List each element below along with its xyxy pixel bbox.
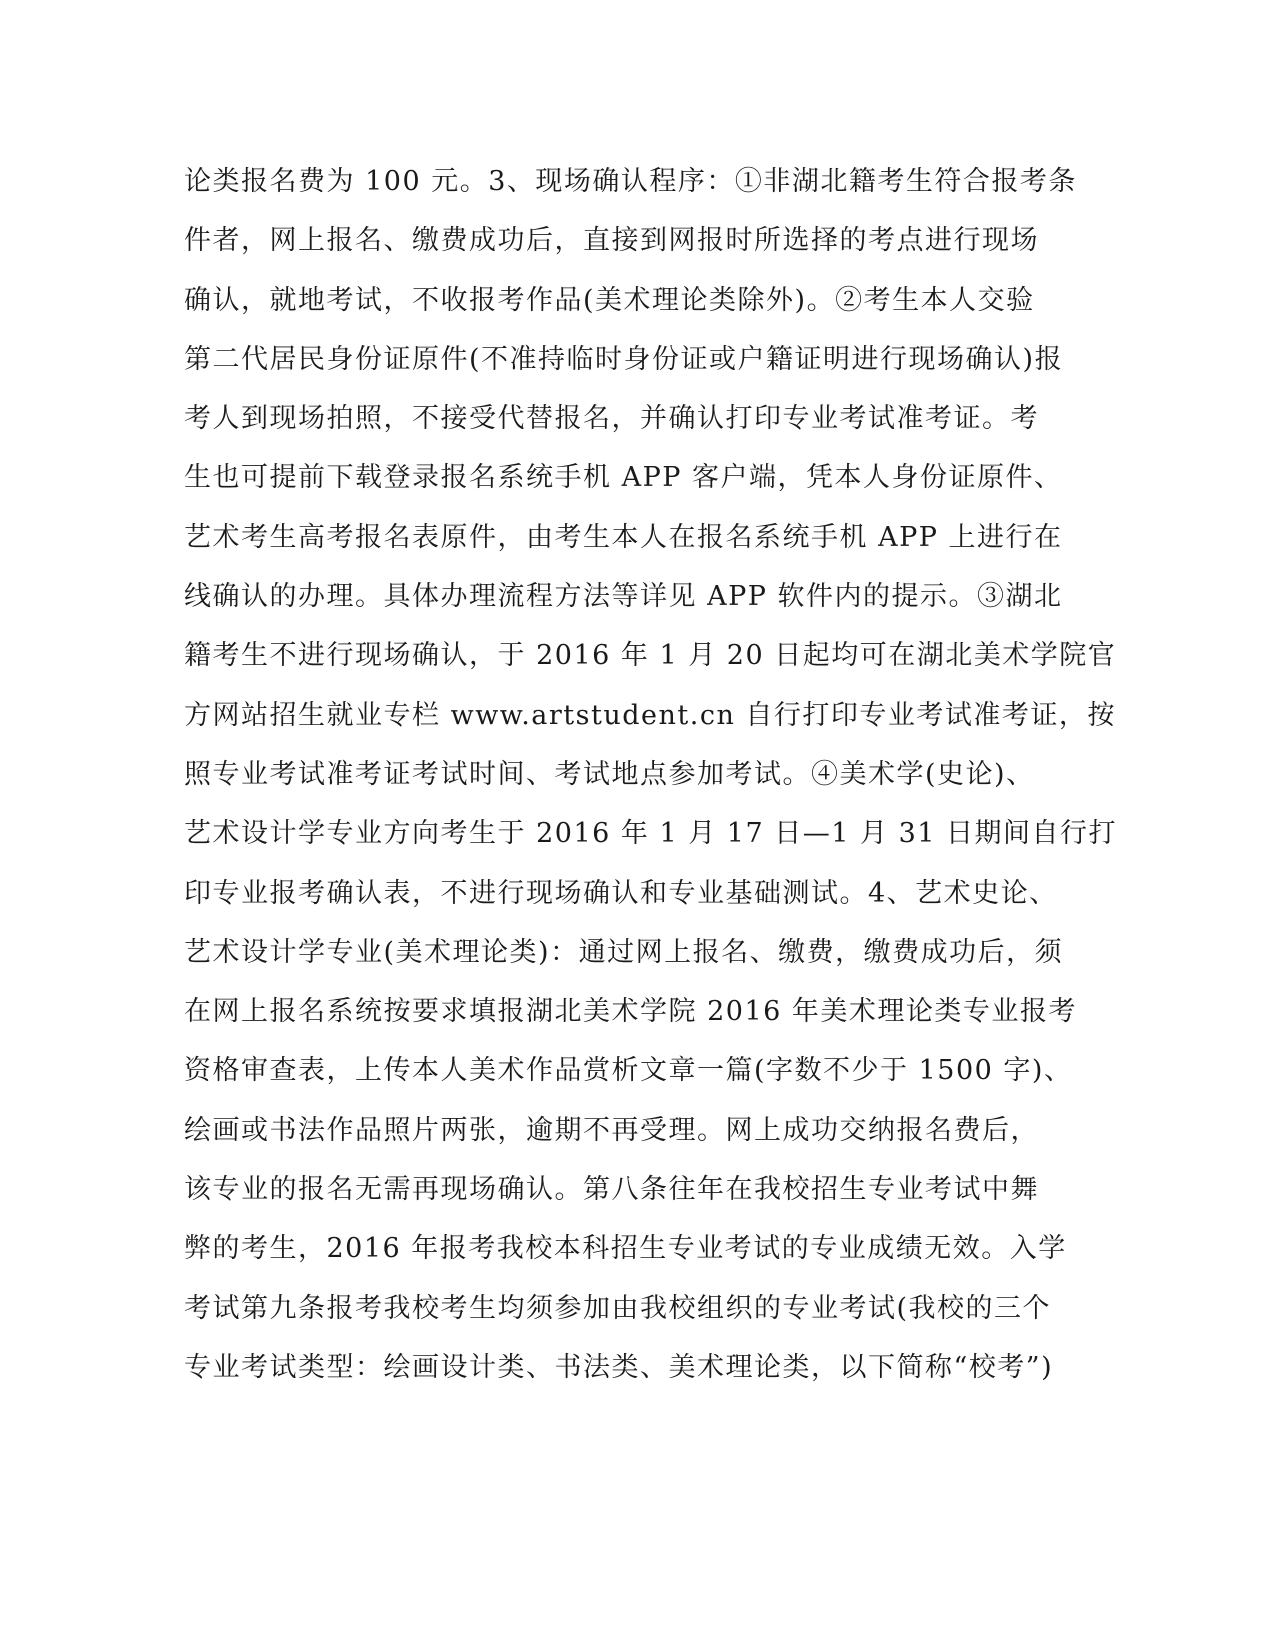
text-line: 件者，网上报名、缴费成功后，直接到网报时所选择的考点进行现场 [184,225,1039,257]
text-line: 弊的考生，2016 年报考我校本科招生专业考试的专业成绩无效。入学 [184,1233,1067,1265]
text-line: 印专业报考确认表，不进行现场确认和专业基础测试。4、艺术史论、 [184,877,1058,909]
text-line: 该专业的报名无需再现场确认。第八条往年在我校招生专业考试中舞 [184,1174,1039,1206]
text-line: 线确认的办理。具体办理流程方法等详见 APP 软件内的提示。③湖北 [184,581,1063,613]
text-line: 第二代居民身份证原件(不准持临时身份证或户籍证明进行现场确认)报 [184,343,1064,375]
text-line: 艺术设计学专业方向考生于 2016 年 1 月 17 日—1 月 31 日期间自行打 [184,818,1118,850]
text-line: 照专业考试准考证考试时间、考试地点参加考试。④美术学(史论)、 [184,758,1035,790]
text-line: 考人到现场拍照，不接受代替报名，并确认打印专业考试准考证。考 [184,403,1039,435]
text-line: 绘画或书法作品照片两张，逾期不再受理。网上成功交纳报名费后， [184,1114,1039,1146]
text-line: 籍考生不进行现场确认，于 2016 年 1 月 20 日起均可在湖北美术学院官 [184,640,1117,672]
text-line: 专业考试类型：绘画设计类、书法类、美术理论类，以下简称“校考”) [184,1351,1054,1383]
text-line: 考试第九条报考我校考生均须参加由我校组织的专业考试(我校的三个 [184,1292,1052,1324]
text-line: 论类报名费为 100 元。3、现场确认程序：①非湖北籍考生符合报考条 [184,166,1077,197]
text-line: 生也可提前下载登录报名系统手机 APP 客户端，凭本人身份证原件、 [184,462,1063,494]
text-line: 在网上报名系统按要求填报湖北美术学院 2016 年美术理论类专业报考 [184,996,1077,1028]
body-text [184,152,1118,1397]
text-line: 确认，就地考试，不收报考作品(美术理论类除外)。②考生本人交验 [184,284,1035,316]
text-line: 方网站招生就业专栏 www.artstudent.cn 自行打印专业考试准考证，按 [184,699,1116,731]
text-line: 资格审查表，上传本人美术作品赏析文章一篇(字数不少于 1500 字)、 [184,1055,1073,1087]
text-line: 艺术考生高考报名表原件，由考生本人在报名系统手机 APP 上进行在 [184,521,1063,553]
text-line: 艺术设计学专业(美术理论类)：通过网上报名、缴费，缴费成功后，须 [184,936,1064,968]
